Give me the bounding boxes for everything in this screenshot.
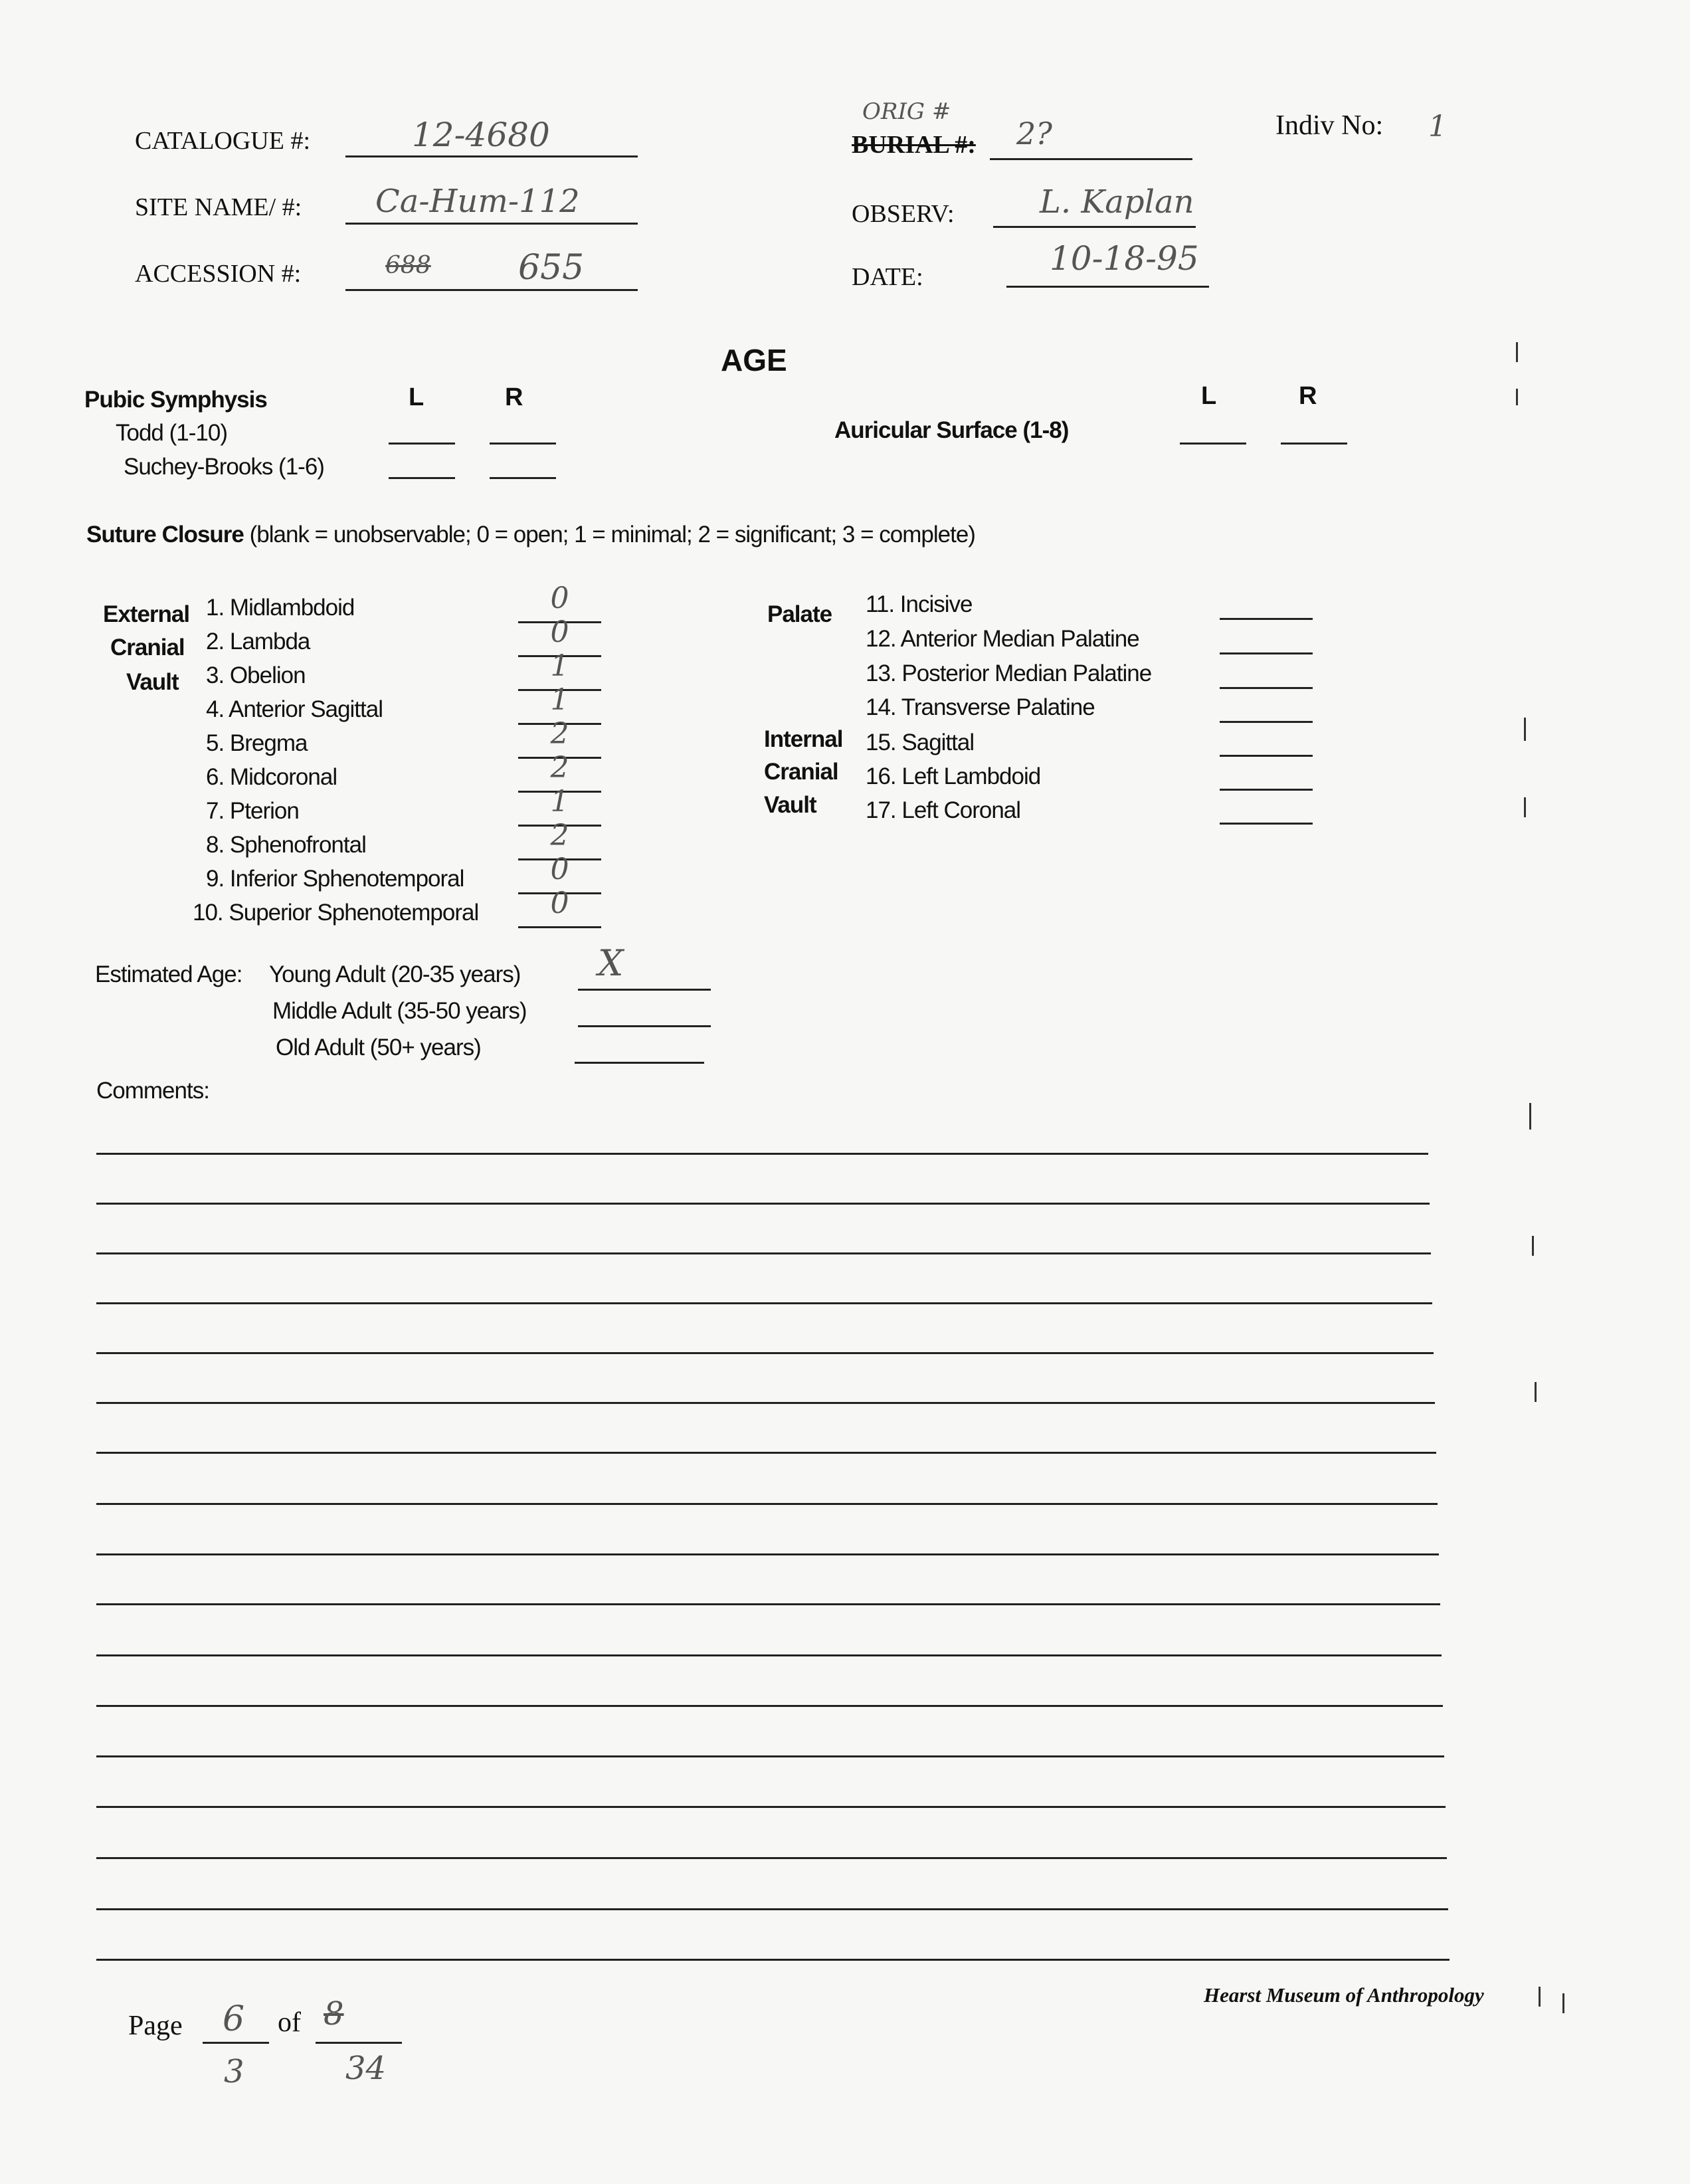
external-label: External <box>103 601 190 627</box>
pubic-r-header: R <box>505 383 523 411</box>
suture-value: 2 <box>550 819 569 852</box>
internal-label: Internal <box>764 726 843 752</box>
suture-value: 0 <box>550 581 569 615</box>
scan-artifact <box>1516 342 1518 362</box>
internal-value-field[interactable] <box>1220 791 1313 825</box>
scan-artifact <box>1562 1993 1564 2013</box>
comment-line[interactable] <box>96 1908 1448 1910</box>
suture-value: 2 <box>550 717 569 751</box>
scan-artifact <box>1535 1382 1537 1402</box>
museum-name: Hearst Museum of Anthropology <box>1204 1983 1484 2007</box>
comment-line[interactable] <box>96 1603 1440 1605</box>
comment-line[interactable] <box>96 1153 1428 1155</box>
comment-line[interactable] <box>96 1352 1434 1354</box>
internal-value-field[interactable] <box>1220 723 1313 757</box>
comment-line[interactable] <box>96 1452 1436 1454</box>
page-number-value: 6 <box>223 1999 245 2039</box>
young-adult-label: Young Adult (20-35 years) <box>269 961 521 987</box>
scan-artifact <box>1529 1103 1531 1130</box>
page-number-below: 3 <box>224 2053 244 2090</box>
suture-item-label: 4. Anterior Sagittal <box>206 696 383 722</box>
comment-line[interactable] <box>96 1806 1446 1808</box>
palate-label: Palate <box>767 601 832 627</box>
palate-value-field[interactable] <box>1220 586 1313 620</box>
suture-value: 0 <box>550 852 569 886</box>
accession-struck-value: 688 <box>385 252 431 279</box>
palate-item-label: 12. Anterior Median Palatine <box>866 626 1139 652</box>
comments-label: Comments: <box>96 1078 209 1104</box>
suture-value: 1 <box>550 785 569 819</box>
suture-item-label: 3. Obelion <box>206 662 306 688</box>
suture-closure-title: Suture Closure <box>86 522 244 547</box>
suture-item-label: 5. Bregma <box>206 730 308 756</box>
accession-label: ACCESSION #: <box>135 260 302 288</box>
suture-item-label: 1. Midlambdoid <box>206 595 355 621</box>
comment-line[interactable] <box>96 1705 1443 1707</box>
suture-item-label: 10. Superior Sphenotemporal <box>193 900 479 926</box>
suchey-l-field[interactable] <box>389 447 455 479</box>
pubic-l-header: L <box>409 383 424 411</box>
comment-line[interactable] <box>96 1302 1432 1304</box>
suture-value: 1 <box>550 683 569 717</box>
internal-item-label: 16. Left Lambdoid <box>866 763 1041 789</box>
age-section-title: AGE <box>721 343 787 377</box>
page-number-field[interactable] <box>203 1999 269 2044</box>
date-label: DATE: <box>852 263 923 291</box>
date-field[interactable] <box>1006 239 1209 288</box>
palate-item-label: 13. Posterior Median Palatine <box>866 660 1152 686</box>
palate-value-field[interactable] <box>1220 689 1313 723</box>
comment-line[interactable] <box>96 1252 1431 1254</box>
comment-line[interactable] <box>96 1402 1435 1404</box>
site-name-label: SITE NAME/ #: <box>135 193 302 221</box>
comment-line[interactable] <box>96 1553 1439 1555</box>
observer-label: OBSERV: <box>852 200 955 228</box>
comment-line[interactable] <box>96 1857 1447 1859</box>
indiv-label: Indiv No: <box>1275 110 1384 141</box>
todd-r-field[interactable] <box>490 412 556 445</box>
estimated-age-label: Estimated Age: <box>95 961 242 987</box>
auricular-r-field[interactable] <box>1281 412 1347 445</box>
accession-value: 655 <box>518 248 585 288</box>
old-adult-label: Old Adult (50+ years) <box>276 1035 481 1060</box>
of-label: of <box>278 2007 301 2038</box>
external-vault-label: Vault <box>126 669 179 695</box>
comment-line[interactable] <box>96 1503 1438 1505</box>
suture-item-label: 8. Sphenofrontal <box>206 832 366 858</box>
catalogue-label: CATALOGUE #: <box>135 127 310 155</box>
middle-adult-label: Middle Adult (35-50 years) <box>272 998 527 1024</box>
indiv-value: 1 <box>1428 110 1447 144</box>
burial-annotation: ORIG # <box>862 98 951 125</box>
site-name-field[interactable] <box>345 183 638 225</box>
suture-value: 2 <box>550 751 569 785</box>
total-pages-field[interactable] <box>316 1995 402 2044</box>
total-pages-below: 34 <box>345 2050 387 2087</box>
suchey-brooks-label: Suchey-Brooks (1-6) <box>124 454 324 480</box>
scan-artifact <box>1539 1987 1541 2007</box>
auricular-surface-label: Auricular Surface (1-8) <box>834 417 1069 443</box>
internal-item-label: 17. Left Coronal <box>866 797 1021 823</box>
burial-field[interactable] <box>990 116 1192 160</box>
palate-value-field[interactable] <box>1220 655 1313 689</box>
burial-label: BURIAL #: <box>852 131 976 159</box>
internal-value-field[interactable] <box>1220 757 1313 791</box>
palate-item-label: 14. Transverse Palatine <box>866 694 1095 720</box>
suture-item-label: 7. Pterion <box>206 798 299 824</box>
scan-artifact <box>1516 389 1518 405</box>
suture-value: 1 <box>550 649 569 683</box>
scan-artifact <box>1532 1236 1534 1256</box>
middle-adult-field[interactable] <box>578 993 711 1027</box>
comment-line[interactable] <box>96 1959 1450 1961</box>
auricular-l-header: L <box>1201 382 1217 410</box>
scan-artifact <box>1524 718 1526 741</box>
internal-vault-label: Vault <box>764 792 816 818</box>
site-name-value: Ca-Hum-112 <box>375 183 580 220</box>
external-cranial-label: Cranial <box>110 635 185 660</box>
internal-item-label: 15. Sagittal <box>866 730 975 755</box>
suture-item-label: 2. Lambda <box>206 629 310 654</box>
todd-label: Todd (1-10) <box>116 420 227 446</box>
catalogue-value: 12-4680 <box>412 116 550 154</box>
palate-value-field[interactable] <box>1220 621 1313 654</box>
burial-value: 2? <box>1016 116 1052 151</box>
observer-value: L. Kaplan <box>1040 183 1194 221</box>
suture-item-label: 6. Midcoronal <box>206 764 337 790</box>
auricular-r-header: R <box>1299 382 1317 410</box>
suture-closure-legend: (blank = unobservable; 0 = open; 1 = minimal; 2 = significant; 3 = complete) <box>249 522 975 547</box>
total-pages-value: 8 <box>324 1995 344 2033</box>
suture-item-label: 9. Inferior Sphenotemporal <box>206 866 464 892</box>
comment-line[interactable] <box>96 1755 1444 1757</box>
palate-item-label: 11. Incisive <box>866 591 973 617</box>
auricular-l-field[interactable] <box>1180 412 1246 445</box>
page-label: Page <box>128 2011 183 2041</box>
comment-line[interactable] <box>96 1654 1442 1656</box>
catalogue-field[interactable] <box>345 116 638 157</box>
suture-value-field[interactable] <box>518 886 601 928</box>
young-adult-mark: X <box>598 942 624 984</box>
scan-artifact <box>1524 797 1526 817</box>
date-value: 10-18-95 <box>1050 239 1199 278</box>
suture-value: 0 <box>550 886 569 920</box>
suture-value: 0 <box>550 615 569 649</box>
accession-field[interactable] <box>345 248 638 291</box>
pubic-symphysis-label: Pubic Symphysis <box>84 387 267 413</box>
internal-cranial-label: Cranial <box>764 759 838 785</box>
young-adult-field[interactable] <box>578 942 711 991</box>
old-adult-field[interactable] <box>575 1030 704 1064</box>
observer-field[interactable] <box>993 183 1196 228</box>
comment-line[interactable] <box>96 1203 1430 1205</box>
suture-closure-heading <box>86 522 975 548</box>
suchey-r-field[interactable] <box>490 447 556 479</box>
todd-l-field[interactable] <box>389 412 455 445</box>
